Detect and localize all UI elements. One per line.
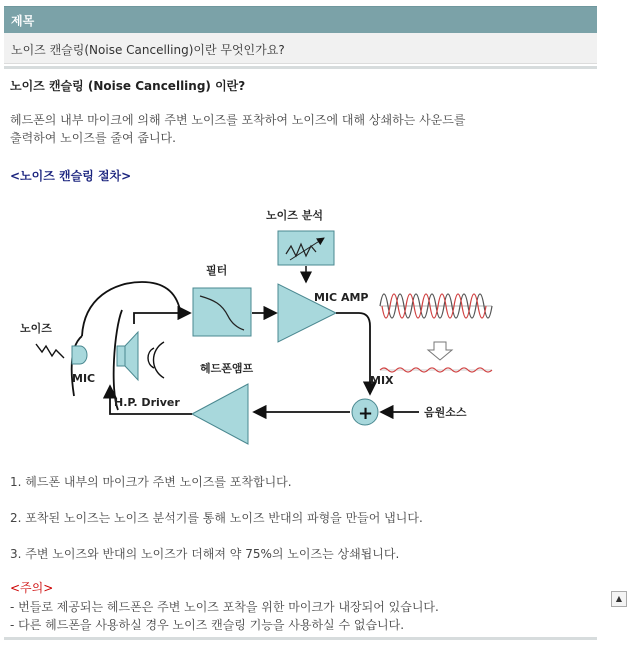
noise-waveforms — [380, 294, 492, 318]
noise-cancelling-diagram — [14, 200, 514, 460]
label-filter: 필터 — [206, 264, 228, 277]
procedure-title: <노이즈 캔슬링 절차> — [10, 169, 132, 183]
board-header — [4, 6, 597, 33]
driver-icon — [117, 346, 125, 366]
residual-waveform — [380, 368, 492, 372]
divider-top — [4, 66, 597, 69]
down-arrow-icon — [428, 342, 452, 360]
mic-icon — [72, 346, 87, 364]
intro-line-1: 헤드폰의 내부 마이크에 의해 주변 노이즈를 포착하여 노이즈에 대해 상쇄하는 사운드를 — [10, 113, 466, 127]
note-1: - 번들로 제공되는 헤드폰은 주변 노이즈 포착을 위한 마이크가 내장되어 있습니다. — [10, 600, 439, 614]
headphone-amp-triangle — [192, 384, 248, 444]
label-noise-analysis: 노이즈 분석 — [266, 209, 323, 222]
label-mic-amp: MIC AMP — [314, 291, 369, 304]
svg-text:+: + — [358, 403, 374, 424]
scroll-up-icon: ▲ — [615, 594, 623, 603]
label-mix: MIX — [370, 374, 394, 387]
label-headphone-amp: 헤드폰앰프 — [200, 362, 254, 375]
label-audio-source: 음원소스 — [424, 406, 467, 419]
intro-text — [10, 111, 570, 147]
headphone-shell — [82, 282, 180, 336]
scroll-up-button[interactable] — [611, 591, 627, 607]
noise-analysis-block — [278, 231, 334, 265]
warning-title: <주의> — [10, 581, 54, 595]
intro-line-2: 출력하여 노이즈를 줄여 줍니다. — [10, 131, 176, 145]
post-subject-row — [4, 33, 597, 64]
note-2: - 다른 헤드폰을 사용하실 경우 노이즈 캔슬링 기능을 사용하실 수 없습니다. — [10, 618, 405, 632]
step-3: 3. 주변 노이즈와 반대의 노이즈가 더해져 약 75%의 노이즈는 상쇄됩니다. — [10, 547, 400, 561]
label-noise: 노이즈 — [20, 322, 52, 335]
noise-wave-icon — [36, 344, 64, 358]
post-subject: 노이즈 캔슬링(Noise Cancelling)이란 무엇인가요? — [11, 43, 285, 57]
label-hp-driver: H.P. Driver — [114, 396, 180, 409]
question-title: 노이즈 캔슬링 (Noise Cancelling) 이란? — [10, 79, 246, 93]
step-2: 2. 포착된 노이즈는 노이즈 분석기를 통해 노이즈 반대의 파형을 만들어 냅니다. — [10, 511, 423, 525]
label-mic: MIC — [72, 372, 96, 385]
step-1: 1. 헤드폰 내부의 마이크가 주변 노이즈를 포착합니다. — [10, 475, 292, 489]
sound-wave-icon — [148, 342, 164, 378]
header-title: 제목 — [11, 14, 35, 28]
divider-bottom — [4, 637, 597, 640]
